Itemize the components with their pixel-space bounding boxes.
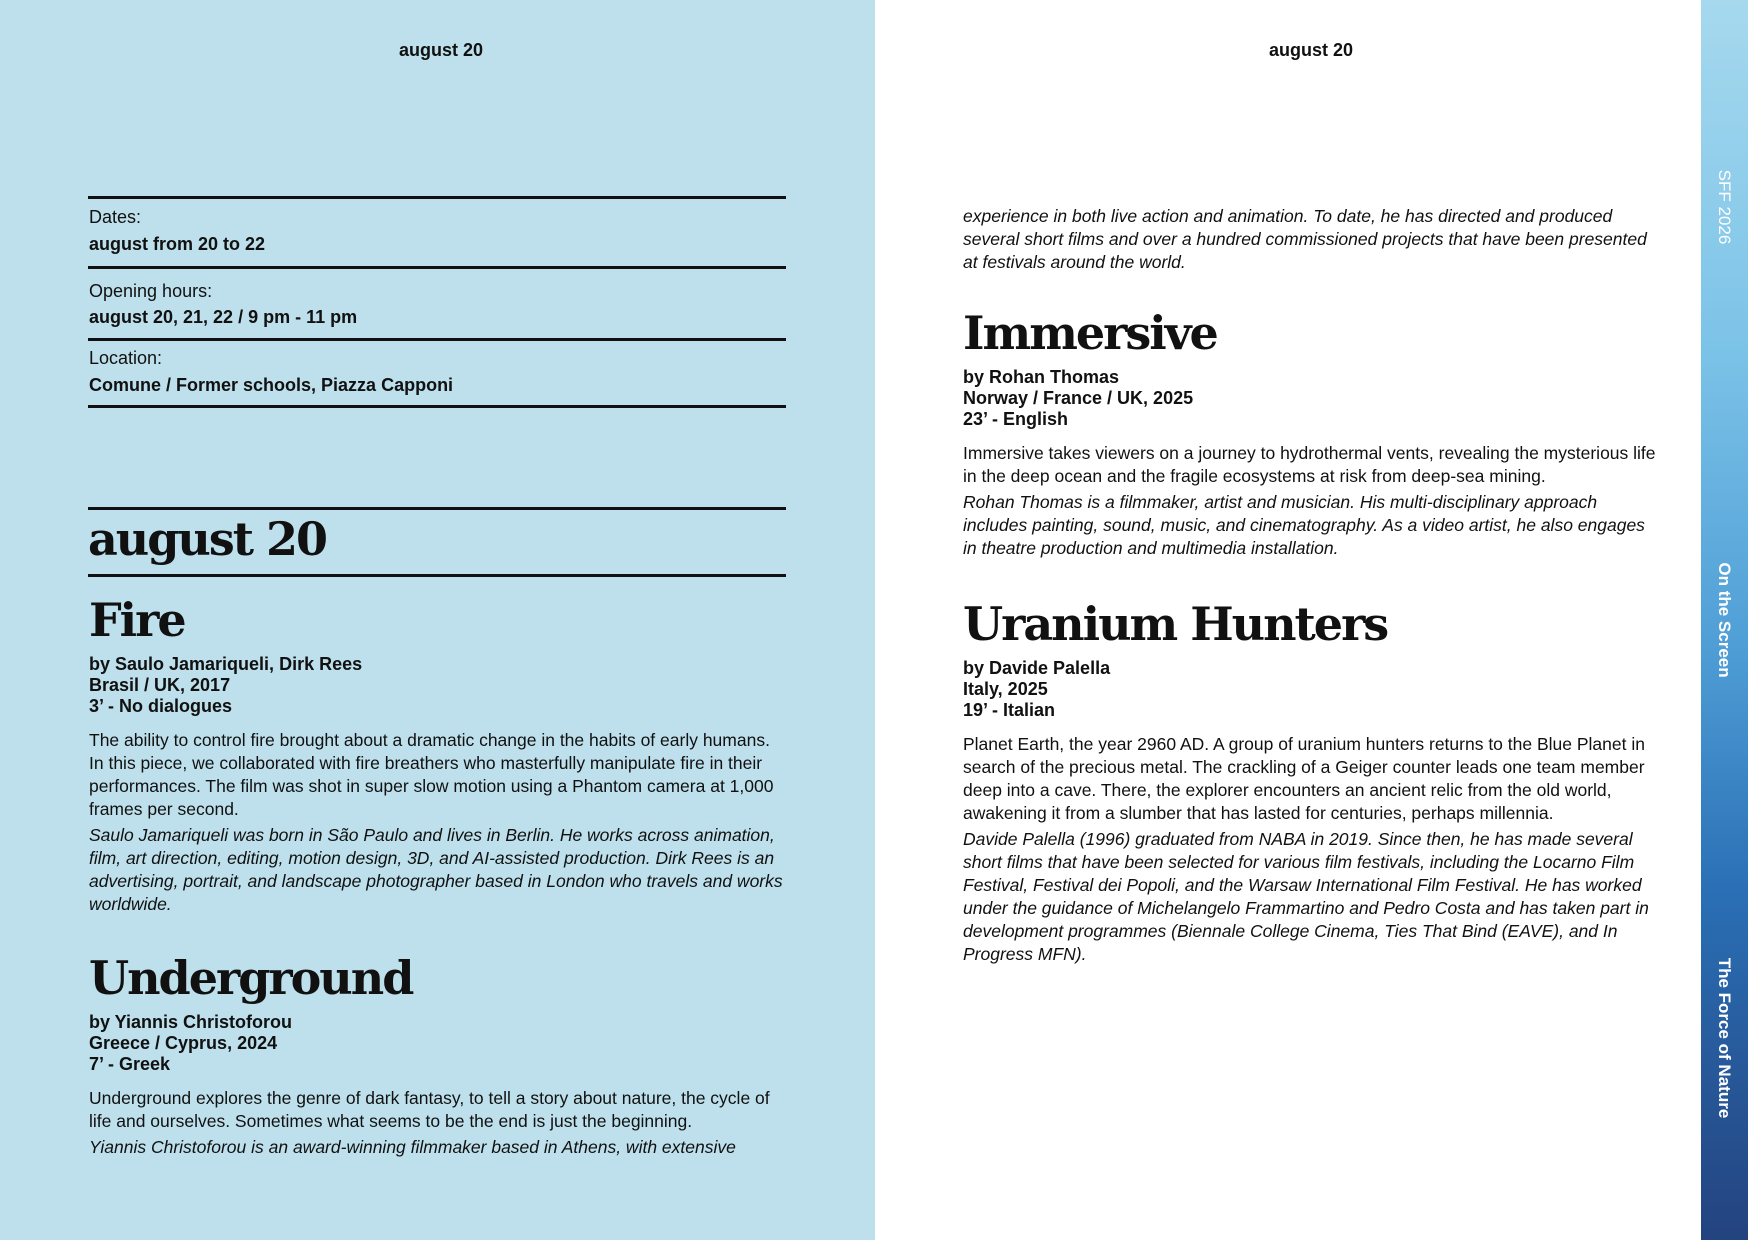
film-synopsis: Planet Earth, the year 2960 AD. A group of uranium hunters returns to the Blue Planet in search of the precious metal. The crackling of a Geiger counter leads one team member deep into a cave. There, the explorer encounters an ancient relic from the old world, awakening it from a slumber that has lasted for centuries, perhaps millennia. <box>963 734 1645 823</box>
director-bio: Yiannis Christoforou is an award-winning filmmaker based in Athens, with extensive <box>89 1137 736 1157</box>
film-credits <box>963 658 1658 721</box>
director-bio: Davide Palella (1996) graduated from NABA in 2019. Since then, he has made several short films that have been selected for various film festivals, including the Locarno Film Festival, Festival dei Popoli, and the Warsaw International Film Festival. He has worked under the guidance of Michelangelo Frammartino and Pedro Costa and has taken part in development programmes (Biennale College Cinema, Ties That Bind (EAVE), and In Progress MFN). <box>963 829 1649 964</box>
film-synopsis: Immersive takes viewers on a journey to hydrothermal vents, revealing the mysterious life in the deep ocean and the fragile ecosystems at risk from deep-sea mining. <box>963 443 1656 486</box>
info-rule <box>88 266 786 269</box>
film-director: by Saulo Jamariqueli, Dirk Rees <box>89 654 363 674</box>
film-credits <box>89 1012 789 1075</box>
film-country-year: Brasil / UK, 2017 <box>89 675 231 695</box>
info-rule <box>88 338 786 341</box>
film-title: Immersive <box>963 306 1217 360</box>
info-rule <box>88 405 786 408</box>
side-label-section: On the Screen <box>1715 562 1734 678</box>
film-title: Fire <box>89 593 185 647</box>
film-entry-underground <box>89 950 789 1159</box>
info-label-opening-hours: Opening hours: <box>89 281 213 301</box>
info-label-location: Location: <box>89 348 163 368</box>
running-head-left: august 20 <box>398 40 484 60</box>
film-director: by Rohan Thomas <box>963 367 1120 387</box>
film-entry-fire <box>89 592 789 916</box>
info-value-location: Comune / Former schools, Piazza Capponi <box>89 375 454 395</box>
film-entry-uranium-hunters <box>963 596 1658 966</box>
film-title: Uranium Hunters <box>963 597 1388 651</box>
film-duration-language: 3’ - No dialogues <box>89 696 233 716</box>
film-director: by Yiannis Christoforou <box>89 1012 293 1032</box>
side-label-theme: The Force of Nature <box>1715 957 1734 1119</box>
continued-director-bio: experience in both live action and animation. To date, he has directed and produced several short films and over a hundred commissioned projects that have been presented at festivals around the world. <box>963 206 1647 272</box>
film-synopsis: Underground explores the genre of dark fantasy, to tell a story about nature, the cycle of life and ourselves. Sometimes what seems to be the end is just the beginning. <box>89 1088 770 1131</box>
film-country-year: Italy, 2025 <box>963 679 1048 699</box>
film-director: by Davide Palella <box>963 658 1111 678</box>
film-credits <box>89 654 789 717</box>
info-value-dates: august from 20 to 22 <box>89 234 266 254</box>
day-heading-rule <box>88 507 786 510</box>
info-value-opening-hours: august 20, 21, 22 / 9 pm - 11 pm <box>89 307 358 327</box>
film-credits <box>963 367 1658 430</box>
film-duration-language: 7’ - Greek <box>89 1054 171 1074</box>
day-heading: august 20 <box>88 512 327 566</box>
running-head-right: august 20 <box>1268 40 1354 60</box>
film-country-year: Norway / France / UK, 2025 <box>963 388 1194 408</box>
director-bio: Rohan Thomas is a filmmaker, artist and musician. His multi-disciplinary approach includes painting, sound, music, and cinematography. As a video artist, he also engages in theatre production and multimedia installation. <box>963 492 1645 558</box>
day-heading-rule <box>88 574 786 577</box>
film-title: Underground <box>89 951 413 1005</box>
side-label-festival: SFF 2026 <box>1715 169 1734 245</box>
film-country-year: Greece / Cyprus, 2024 <box>89 1033 278 1053</box>
info-rule <box>88 196 786 199</box>
info-label-dates: Dates: <box>89 207 142 227</box>
film-duration-language: 23’ - English <box>963 409 1069 429</box>
director-bio: Saulo Jamariqueli was born in São Paulo and lives in Berlin. He works across animation, film, art direction, editing, motion design, 3D, and AI-assisted production. Dirk Rees is an advertising, portrait, and landscape photographer based in London who travels and works worldwide. <box>89 825 783 914</box>
film-synopsis: The ability to control fire brought about a dramatic change in the habits of early humans. In this piece, we collaborated with fire breathers who masterfully manipulate fire in their performances. The film was shot in super slow motion using a Phantom camera at 1,000 frames per second. <box>89 730 774 819</box>
film-entry-immersive <box>963 305 1658 560</box>
film-duration-language: 19’ - Italian <box>963 700 1056 720</box>
